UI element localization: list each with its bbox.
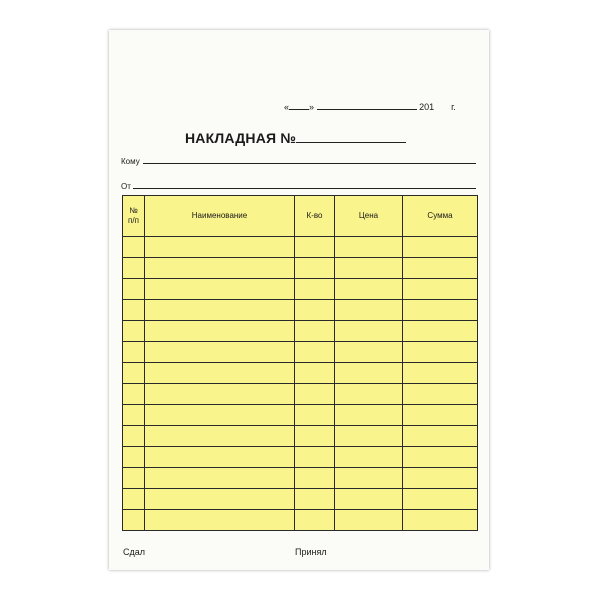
- from-field-line[interactable]: [133, 188, 476, 189]
- table-row: [123, 342, 478, 363]
- table-header-row: [123, 196, 478, 237]
- table-row: [123, 363, 478, 384]
- table-row: [123, 426, 478, 447]
- table-cell[interactable]: [295, 279, 335, 300]
- to-field-label: Кому: [121, 157, 140, 166]
- table-cell[interactable]: [123, 510, 145, 531]
- table-cell[interactable]: [335, 363, 403, 384]
- table-row: [123, 300, 478, 321]
- table-cell[interactable]: [335, 237, 403, 258]
- table-cell[interactable]: [145, 342, 295, 363]
- table-cell[interactable]: [145, 258, 295, 279]
- table-row: [123, 237, 478, 258]
- table-cell[interactable]: [145, 447, 295, 468]
- table-cell[interactable]: [145, 321, 295, 342]
- table-cell[interactable]: [403, 384, 478, 405]
- table-cell[interactable]: [295, 321, 335, 342]
- table-cell[interactable]: [403, 279, 478, 300]
- table-cell[interactable]: [335, 405, 403, 426]
- table-row: [123, 510, 478, 531]
- from-field-label: От: [121, 182, 131, 191]
- table-cell[interactable]: [123, 321, 145, 342]
- date-open-quote: «: [284, 102, 290, 112]
- table-cell[interactable]: [123, 384, 145, 405]
- table-cell[interactable]: [123, 447, 145, 468]
- col-header-name: Наименование: [145, 196, 295, 237]
- table-cell[interactable]: [295, 258, 335, 279]
- table-cell[interactable]: [335, 426, 403, 447]
- table-cell[interactable]: [335, 258, 403, 279]
- col-header-sum: Сумма: [403, 196, 478, 237]
- table-cell[interactable]: [403, 489, 478, 510]
- table-row: [123, 489, 478, 510]
- table-cell[interactable]: [403, 468, 478, 489]
- table-cell[interactable]: [403, 363, 478, 384]
- table-cell[interactable]: [335, 384, 403, 405]
- table-cell[interactable]: [335, 342, 403, 363]
- table-cell[interactable]: [295, 384, 335, 405]
- table-cell[interactable]: [335, 321, 403, 342]
- table-cell[interactable]: [403, 447, 478, 468]
- handed-over-label: Сдал: [123, 547, 146, 557]
- table-cell[interactable]: [145, 468, 295, 489]
- table-cell[interactable]: [145, 510, 295, 531]
- table-cell[interactable]: [123, 300, 145, 321]
- waybill-number-blank[interactable]: [296, 130, 406, 143]
- page-title: [185, 130, 406, 146]
- date-line: [284, 100, 456, 112]
- table-cell[interactable]: [403, 405, 478, 426]
- col-header-number-text: № п/п: [128, 206, 139, 225]
- table-cell[interactable]: [403, 321, 478, 342]
- table-cell[interactable]: [295, 447, 335, 468]
- table-row: [123, 279, 478, 300]
- table-cell[interactable]: [145, 405, 295, 426]
- table-cell[interactable]: [335, 447, 403, 468]
- table-row: [123, 447, 478, 468]
- table-row: [123, 384, 478, 405]
- table-cell[interactable]: [295, 300, 335, 321]
- table-cell[interactable]: [295, 426, 335, 447]
- table-cell[interactable]: [403, 510, 478, 531]
- table-cell[interactable]: [145, 489, 295, 510]
- table-cell[interactable]: [123, 342, 145, 363]
- table-cell[interactable]: [123, 468, 145, 489]
- month-blank[interactable]: [317, 100, 417, 110]
- table-cell[interactable]: [145, 384, 295, 405]
- table-cell[interactable]: [295, 237, 335, 258]
- table-row: [123, 258, 478, 279]
- received-label: Принял: [295, 547, 327, 557]
- table-cell[interactable]: [145, 426, 295, 447]
- table-row: [123, 468, 478, 489]
- table-cell[interactable]: [123, 237, 145, 258]
- table-cell[interactable]: [295, 405, 335, 426]
- table-row: [123, 405, 478, 426]
- table-cell[interactable]: [295, 510, 335, 531]
- table-cell[interactable]: [335, 489, 403, 510]
- table-cell[interactable]: [295, 489, 335, 510]
- table-cell[interactable]: [145, 300, 295, 321]
- title-text: НАКЛАДНАЯ №: [185, 130, 297, 146]
- to-field-line[interactable]: [143, 163, 476, 164]
- table-cell[interactable]: [403, 426, 478, 447]
- table-cell[interactable]: [403, 342, 478, 363]
- table-cell[interactable]: [403, 237, 478, 258]
- table-cell[interactable]: [145, 279, 295, 300]
- table-row: [123, 321, 478, 342]
- table-cell[interactable]: [335, 468, 403, 489]
- waybill-sheet: [109, 30, 489, 570]
- year-suffix: г.: [451, 102, 456, 112]
- table-cell[interactable]: [295, 468, 335, 489]
- table-cell[interactable]: [335, 300, 403, 321]
- table-cell[interactable]: [295, 363, 335, 384]
- col-header-number: [123, 196, 145, 237]
- col-header-price: Цена: [335, 196, 403, 237]
- table-cell[interactable]: [335, 510, 403, 531]
- table-cell[interactable]: [123, 489, 145, 510]
- table-cell[interactable]: [123, 426, 145, 447]
- table-cell[interactable]: [123, 279, 145, 300]
- table-cell[interactable]: [123, 258, 145, 279]
- year-prefix: 201: [419, 102, 435, 112]
- table-cell[interactable]: [403, 258, 478, 279]
- day-blank[interactable]: [289, 100, 309, 110]
- items-table: [122, 195, 478, 531]
- table-cell[interactable]: [403, 300, 478, 321]
- table-cell[interactable]: [295, 342, 335, 363]
- date-close-quote: »: [309, 102, 315, 112]
- table-body: [123, 237, 478, 531]
- table-cell[interactable]: [145, 237, 295, 258]
- col-header-quantity: К-во: [295, 196, 335, 237]
- table-cell[interactable]: [145, 363, 295, 384]
- table-cell[interactable]: [123, 405, 145, 426]
- table-cell[interactable]: [123, 363, 145, 384]
- table-cell[interactable]: [335, 279, 403, 300]
